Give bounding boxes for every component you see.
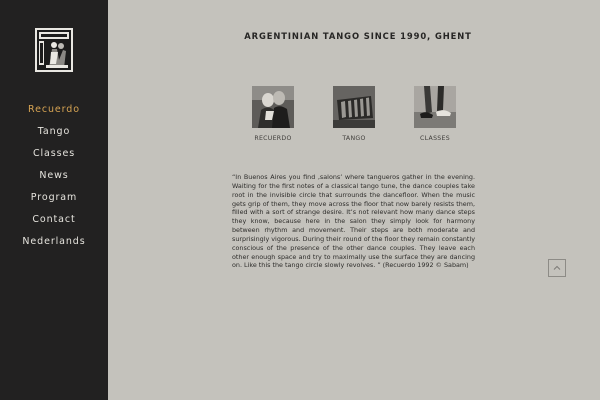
chevron-up-icon <box>552 263 562 273</box>
main-content <box>108 0 600 400</box>
thumbnail-recuerdo[interactable] <box>252 86 294 142</box>
thumbnail-caption-tango: TANGO <box>342 135 366 142</box>
nav-item-news[interactable]: News <box>39 170 69 181</box>
nav-item-program[interactable]: Program <box>30 192 78 203</box>
nav-item-nederlands[interactable]: Nederlands <box>22 236 86 247</box>
thumbnail-classes[interactable] <box>414 86 456 142</box>
scroll-to-top-button[interactable] <box>548 259 566 277</box>
thumbnail-caption-recuerdo: RECUERDO <box>254 135 292 142</box>
recuerdo-quote: “In Buenos Aires you find ‚salons’ where tangueros gather in the evening. Waiting for the first notes of a classical tango tune, the dance couples take root in the invisible circle that surrounds the dancefloor. When the music gets grip of them, they move across the floor that now barely resists them, filled with a sort of strange desire. It’s not relevant how many dance steps they know, because here in the salon they simply look for harmony between rhythm and movement. Their steps are both moderate and surprisingly vigorous. During their round of the floor they remain constantly conscious of the presence of the other dance couples. They leave each other enough space and try to maximally use the surface they are dancing on. Like this the tango circle slowly revolves. ” (Recuerdo 1992 © Sabam) <box>232 173 475 270</box>
recuerdo-tango-logo-icon[interactable] <box>35 28 73 72</box>
dancing-couple-photo[interactable] <box>252 86 294 128</box>
bandoneon-photo[interactable] <box>333 86 375 128</box>
thumbnail-caption-classes: CLASSES <box>420 135 450 142</box>
thumbnail-tango[interactable] <box>333 86 375 142</box>
sidebar <box>0 0 108 400</box>
page-tagline: ARGENTINIAN TANGO SINCE 1990, GHENT <box>244 31 472 41</box>
nav-item-tango[interactable]: Tango <box>37 126 71 137</box>
main-navigation <box>0 101 108 255</box>
dancers-feet-photo[interactable] <box>414 86 456 128</box>
nav-item-classes[interactable]: Classes <box>32 148 76 159</box>
nav-item-contact[interactable]: Contact <box>32 214 76 225</box>
nav-item-recuerdo[interactable]: Recuerdo <box>28 104 80 115</box>
